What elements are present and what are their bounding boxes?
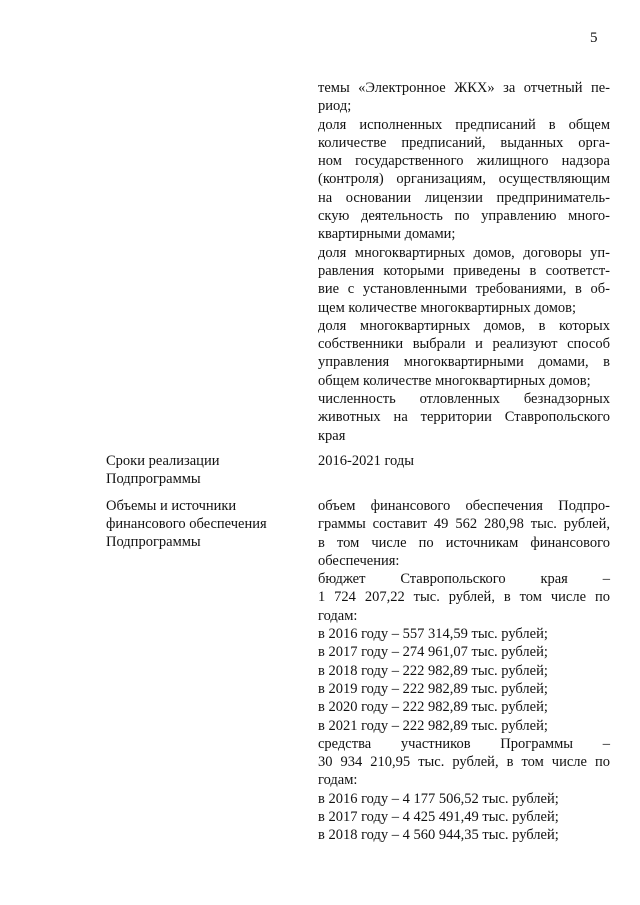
terms-label <box>106 452 306 488</box>
label-line: Сроки реализации <box>106 453 220 469</box>
label-line: Подпрограммы <box>106 471 201 487</box>
text-line: управления многоквартирными домами, в <box>318 354 610 371</box>
budget-year-item: в 2021 году – 222 982,89 тыс. рублей; <box>318 717 548 734</box>
word: средства <box>318 735 372 752</box>
label-line: финансового обеспечения <box>106 516 267 532</box>
terms-years: 2016-2021 годы <box>318 453 414 469</box>
text-line: годам: <box>318 607 358 624</box>
text-line: на основании лицензии предприниматель- <box>318 189 610 206</box>
financing-label <box>106 497 306 551</box>
participants-line <box>318 735 610 753</box>
text-line: щем количестве многоквартирных домов; <box>318 299 577 316</box>
word: Программы <box>500 735 573 752</box>
label-line: Объемы и источники <box>106 498 237 514</box>
text-line: равления которыми приведены в соответст- <box>318 262 610 279</box>
text-line: вие с установленными требованиями, в об- <box>318 281 610 298</box>
budget-year-item: в 2017 году – 274 961,07 тыс. рублей; <box>318 644 548 661</box>
financing-value <box>318 497 610 845</box>
participants-total: 30 934 210,95 тыс. рублей, в том числе по <box>318 754 610 771</box>
text-line: скую деятельность по управлению много- <box>318 208 610 225</box>
word: участников <box>400 735 471 752</box>
text-line: квартирными домами; <box>318 226 456 243</box>
text-line: граммы составит 49 562 280,98 тыс. рублей, <box>318 516 610 533</box>
text-line: (контроля) организациям, осуществляющим <box>318 171 610 188</box>
text-line: ном государственного жилищного надзора <box>318 153 610 170</box>
text-line: доля многоквартирных домов, в которых <box>318 317 610 334</box>
text-line: в том числе по источникам финансового <box>318 534 610 551</box>
page-number: 5 <box>590 30 598 46</box>
budget-total: 1 724 207,22 тыс. рублей, в том числе по <box>318 589 610 606</box>
word: бюджет <box>318 571 366 588</box>
word: края <box>540 571 568 588</box>
word: – <box>602 735 610 752</box>
budget-year-item: в 2020 году – 222 982,89 тыс. рублей; <box>318 699 548 716</box>
label-line: Подпрограммы <box>106 534 201 550</box>
text-line: доля многоквартирных домов, договоры уп- <box>318 244 610 261</box>
budget-year-item: в 2019 году – 222 982,89 тыс. рублей; <box>318 680 548 697</box>
budget-year-item: в 2016 году – 557 314,59 тыс. рублей; <box>318 626 548 643</box>
text-line: обеспечения: <box>318 552 400 569</box>
budget-line <box>318 570 610 588</box>
text-line: края <box>318 427 346 444</box>
indicators-continuation <box>318 79 610 445</box>
text-line: темы «Электронное ЖКХ» за отчетный пе- <box>318 80 610 96</box>
terms-value <box>318 452 610 470</box>
text-line: численность отловленных безнадзорных <box>318 391 610 408</box>
participants-year-item: в 2017 году – 4 425 491,49 тыс. рублей; <box>318 809 559 826</box>
text-line: количестве предписаний, выданных орга- <box>318 134 610 151</box>
word: – <box>602 571 610 588</box>
text-line: риод; <box>318 98 352 115</box>
word: Ставропольского <box>400 571 506 588</box>
text-line: общем количестве многоквартирных домов; <box>318 372 591 389</box>
participants-year-item: в 2016 году – 4 177 506,52 тыс. рублей; <box>318 790 559 807</box>
text-line: доля исполненных предписаний в общем <box>318 116 610 133</box>
text-line: годам: <box>318 772 358 789</box>
text-line: животных на территории Ставропольского <box>318 409 610 426</box>
text-line: собственники выбрали и реализуют способ <box>318 336 610 353</box>
participants-year-item: в 2018 году – 4 560 944,35 тыс. рублей; <box>318 827 559 844</box>
text-line: объем финансового обеспечения Подпро- <box>318 498 610 514</box>
budget-year-item: в 2018 году – 222 982,89 тыс. рублей; <box>318 662 548 679</box>
